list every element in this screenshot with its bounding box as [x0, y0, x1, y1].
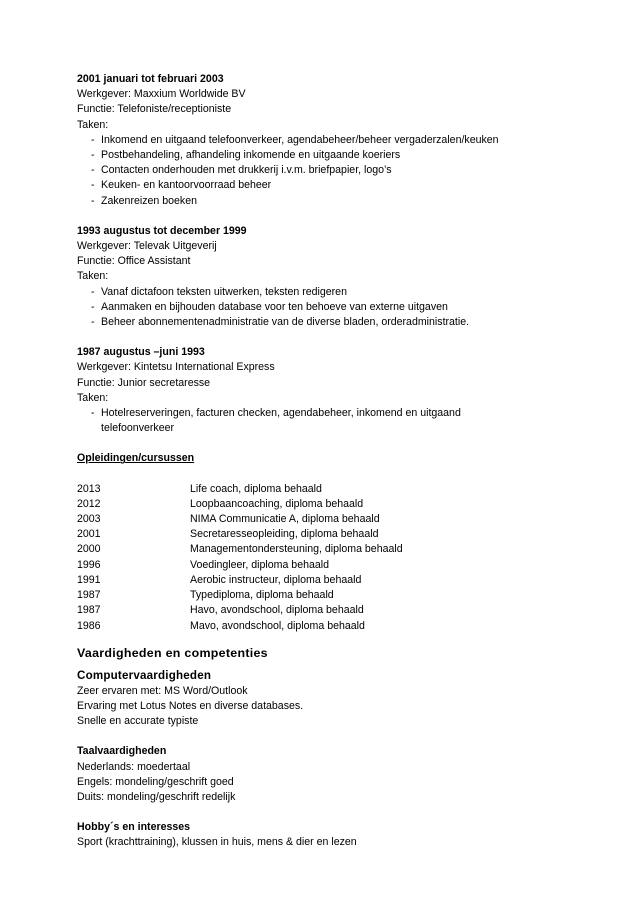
task-list [77, 406, 577, 436]
education-course: Typediploma, diploma behaald [190, 589, 334, 602]
education-year: 1987 [77, 604, 101, 617]
education-year: 2012 [77, 497, 101, 510]
task-item [77, 300, 577, 315]
bullet-dash: - [91, 194, 95, 207]
education-row [77, 512, 577, 527]
task-item [77, 133, 577, 148]
bullet-dash: - [91, 285, 95, 298]
education-year: 1987 [77, 589, 101, 602]
bullet-dash: - [91, 133, 95, 146]
job-function: Functie: Junior secretaresse [77, 376, 211, 389]
education-row [77, 527, 577, 542]
computer-skill-line: Ervaring met Lotus Notes en diverse databases. [77, 699, 304, 712]
education-course: Life coach, diploma behaald [190, 482, 322, 495]
computer-skill-line: Snelle en accurate typiste [77, 715, 199, 728]
job-entry [77, 72, 577, 209]
task-item [77, 178, 577, 193]
job-entry [77, 345, 577, 436]
job-function: Functie: Office Assistant [77, 255, 191, 268]
education-year: 2003 [77, 513, 101, 526]
task-item [77, 315, 577, 330]
bullet-dash: - [91, 164, 95, 177]
task-text: Vanaf dictafoon teksten uitwerken, teksten redigeren [101, 285, 347, 298]
language-skills-heading: Taalvaardigheden [77, 745, 167, 758]
education-row [77, 588, 577, 603]
job-period: 1987 augustus –juni 1993 [77, 346, 205, 359]
education-row [77, 497, 577, 512]
job-tasks-label: Taken: [77, 118, 109, 131]
language-skill-line: Duits: mondeling/geschrift redelijk [77, 790, 236, 803]
bullet-dash: - [91, 300, 95, 313]
task-item [77, 163, 577, 178]
education-course: Loopbaancoaching, diploma behaald [190, 497, 364, 510]
education-heading: Opleidingen/cursussen [77, 452, 195, 465]
job-employer: Werkgever: Maxxium Worldwide BV [77, 88, 246, 101]
job-employer: Werkgever: Kintetsu International Express [77, 361, 275, 374]
task-item [77, 406, 531, 436]
bullet-dash: - [91, 149, 95, 162]
education-course: Managementondersteuning, diploma behaald [190, 543, 403, 556]
computer-skill-line: Zeer ervaren met: MS Word/Outlook [77, 684, 248, 697]
skills-section [77, 644, 577, 851]
education-year: 1991 [77, 573, 101, 586]
hobbies-heading: Hobby´s en interesses [77, 821, 191, 834]
education-course: NIMA Communicatie A, diploma behaald [190, 513, 380, 526]
job-entry [77, 224, 577, 330]
hobbies-line: Sport (krachttraining), klussen in huis, mens & dier en lezen [77, 836, 357, 849]
task-item [77, 148, 577, 163]
task-text: Aanmaken en bijhouden database voor ten behoeve van externe uitgaven [101, 300, 448, 313]
education-course: Mavo, avondschool, diploma behaald [190, 619, 365, 632]
education-row [77, 482, 577, 497]
education-course: Aerobic instructeur, diploma behaald [190, 573, 362, 586]
job-period: 2001 januari tot februari 2003 [77, 73, 224, 85]
education-year: 1996 [77, 558, 101, 571]
task-list [77, 285, 577, 331]
job-period: 1993 augustus tot december 1999 [77, 224, 247, 237]
education-row [77, 542, 577, 557]
bullet-dash: - [91, 316, 95, 329]
skills-heading: Vaardigheden en competenties [77, 645, 268, 660]
education-course: Secretaresseopleiding, diploma behaald [190, 528, 379, 541]
cv-page [77, 72, 577, 851]
language-skill-line: Nederlands: moedertaal [77, 760, 191, 773]
job-function: Functie: Telefoniste/receptioniste [77, 103, 232, 116]
task-text: Keuken- en kantoorvoorraad beheer [101, 179, 272, 192]
job-tasks-label: Taken: [77, 270, 109, 283]
task-text: Zakenreizen boeken [101, 194, 197, 207]
task-text: Postbehandeling, afhandeling inkomende en uitgaande koeriers [101, 149, 401, 162]
education-row [77, 573, 577, 588]
education-course: Havo, avondschool, diploma behaald [190, 604, 364, 617]
task-text: Beheer abonnementenadministratie van de diverse bladen, orderadministratie. [101, 316, 470, 329]
education-year: 2013 [77, 482, 101, 495]
education-year: 2000 [77, 543, 101, 556]
bullet-dash: - [91, 407, 95, 420]
education-row [77, 619, 577, 634]
education-course: Voedingleer, diploma behaald [190, 558, 330, 571]
task-item [77, 194, 577, 209]
task-list [77, 133, 577, 209]
bullet-dash: - [91, 179, 95, 192]
task-text: Contacten onderhouden met drukkerij i.v.m. briefpapier, logo’s [101, 164, 392, 177]
education-section [77, 451, 577, 633]
task-text: Inkomend en uitgaand telefoonverkeer, agendabeheer/beheer vergaderzalen/keuken [101, 133, 499, 146]
education-row [77, 558, 577, 573]
computer-skills-heading: Computervaardigheden [77, 668, 212, 682]
job-employer: Werkgever: Televak Uitgeverij [77, 240, 217, 253]
education-year: 1986 [77, 619, 101, 632]
language-skill-line: Engels: mondeling/geschrift goed [77, 775, 234, 788]
education-year: 2001 [77, 528, 101, 541]
task-text: Hotelreserveringen, facturen checken, agendabeheer, inkomend en uitgaand telefoonverkeer [101, 407, 461, 435]
job-tasks-label: Taken: [77, 391, 109, 404]
education-row [77, 603, 577, 618]
task-item [77, 285, 577, 300]
